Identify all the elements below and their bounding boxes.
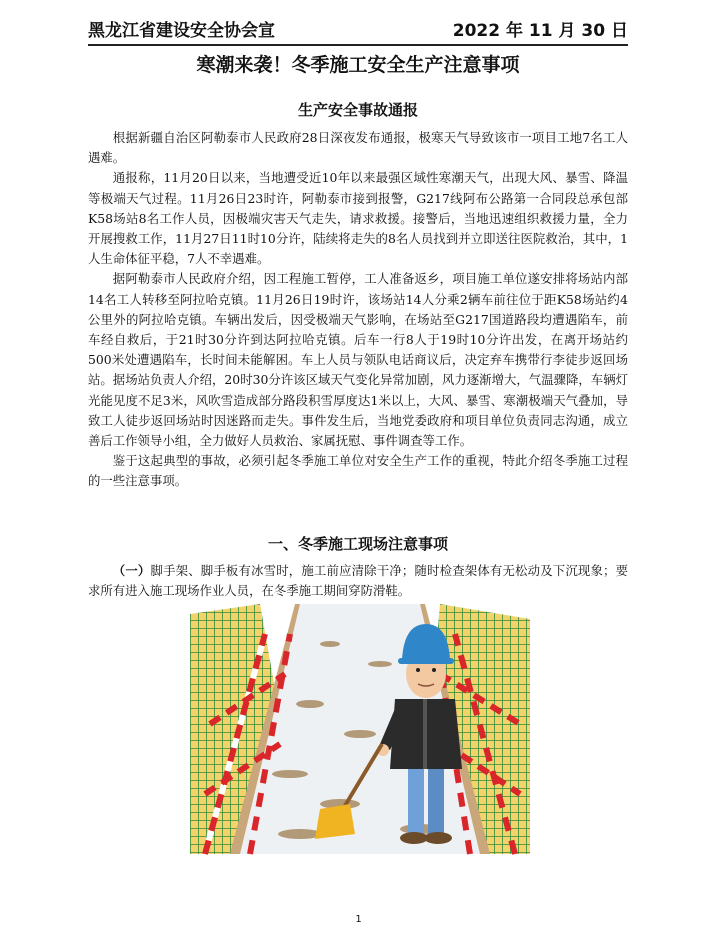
report-body [88,128,628,492]
paragraph: 据阿勒泰市人民政府介绍，因工程施工暂停，工人准备返乡，项目施工单位遂安排将场站内部14名工人转移至阿拉哈克镇。11月26日19时许，该场站14人分乘2辆车前往位于距K58场站约4公里外的阿拉哈克镇。车辆出发后，因受极端天气影响，在场站至G217国道路段均遭遇陷车，前车经自救后，于21时30分许到达阿拉哈克镇。后车一行8人于19时10分许出发，在离开场站约500米处遭遇陷车，长时间未能解困。车上人员与领队电话商议后，决定弃车携带行李徒步返回场站。据场站负责人介绍，20时30分许该区域天气变化异常加剧，风力逐渐增大，气温骤降，车辆灯光能见度不足3米，风吹雪造成部分路段积雪厚度达1米以上，大风、暴雪、寒潮极端天气叠加，导致工人徒步返回场站时因迷路而走失。事件发生后，当地党委政府和项目单位负责同志沟通，成立善后工作领导小组，全力做好人员救治、家属抚慰、事件调查等工作。 [88,271,628,449]
document-title: 寒潮来袭！冬季施工安全生产注意事项 [196,54,520,76]
item-label: （一） [112,563,151,578]
broom-icon [315,804,355,839]
document-header [88,18,628,46]
accident-report-heading: 生产安全事故通报 [297,101,418,119]
section-heading: 一、冬季施工现场注意事项 [267,535,448,553]
paragraph: 通报称，11月20日以来，当地遭受近10年以来最强区域性寒潮天气，出现大风、暴雪、降温等极端天气过程。11月26日23时许，阿勒泰市接到报警，G217线阿布公路第一合同段总承包部K58场站8名工作人员，因极端灾害天气走失，请求救援。接警后，当地迅速组织救援力量，全力开展搜救工作，11月27日11时10分许，陆续将走失的8名人员找到并立即送往医院救治，其中，1人生命体征平稳，7人不幸遇难。 [88,170,628,267]
paragraph: 鉴于这起典型的事故，必须引起冬季施工单位对安全生产工作的重视，特此介绍冬季施工过程的一些注意事项。 [88,453,628,489]
header-organization: 黑龙江省建设安全协会宣 [88,21,275,41]
notice-item [88,561,628,601]
header-date: 2022 年 11 月 30 日 [452,21,628,41]
page-number: 1 [355,914,362,925]
item-text: 脚手架、脚手板有冰雪时，施工前应清除干净；随时检查架体有无松动及下沉现象；要求所有进入施工现场作业人员，在冬季施工期间穿防滑鞋。 [88,563,629,599]
paragraph: 根据新疆自治区阿勒泰市人民政府28日深夜发布通报，极寒天气导致该市一项目工地7名工人遇难。 [88,130,628,166]
illustration-worker-sweeping-snow [190,604,530,864]
